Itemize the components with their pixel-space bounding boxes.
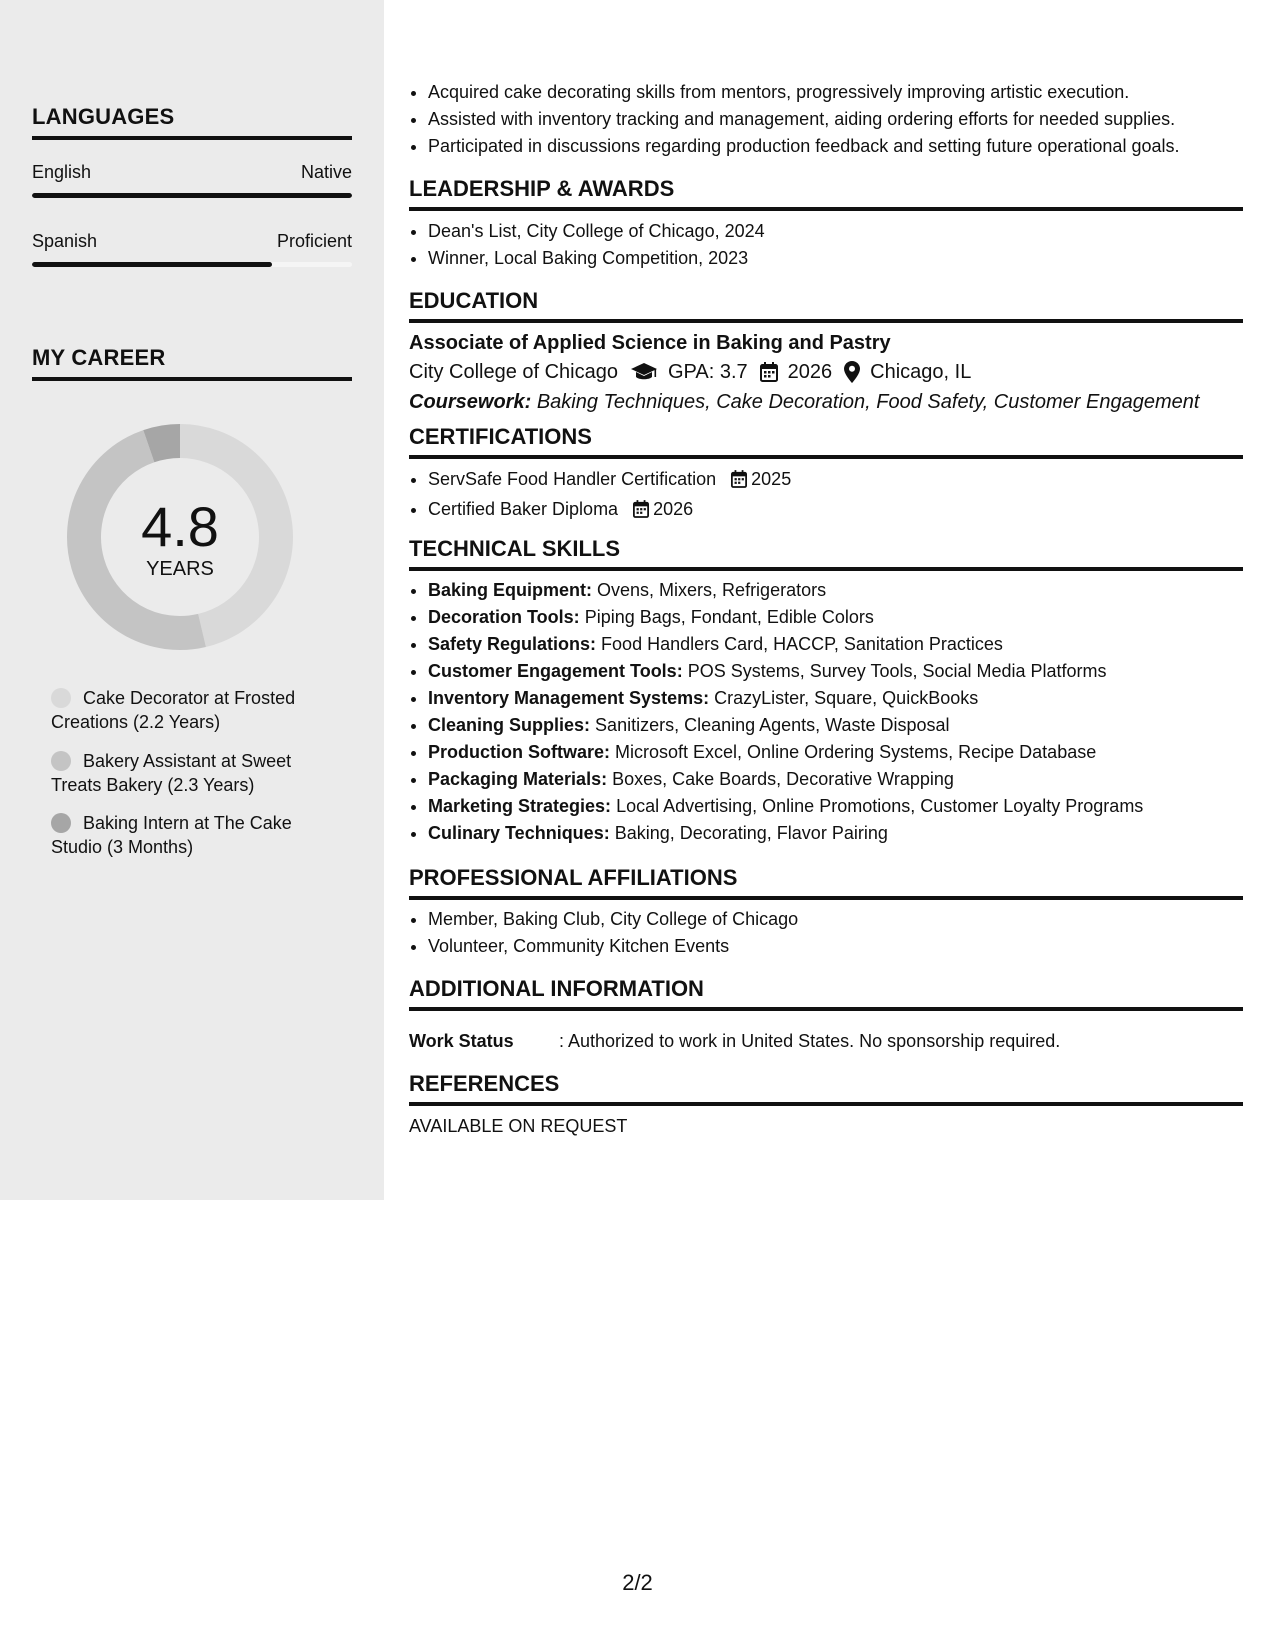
list-item: • Acquired cake decorating skills from mentors, progressively improving artistic execution. (428, 79, 1243, 106)
languages-heading: LANGUAGES (32, 104, 352, 140)
list-item: • Assisted with inventory tracking and management, aiding ordering efforts for needed supplies. (428, 106, 1243, 133)
certification-year: 2025 (751, 469, 792, 489)
language-level: Native (300, 162, 352, 182)
coursework-label: Coursework: (409, 391, 532, 413)
career-item (51, 811, 321, 859)
skill-value: CrazyLister, Square, QuickBooks (714, 688, 979, 708)
certifications-heading: CERTIFICATIONS (409, 424, 1243, 459)
list-item: • Participated in discussions regarding production feedback and setting future operational goals. (428, 133, 1243, 160)
education-gpa: GPA: 3.7 (668, 361, 748, 383)
work-status-value: : Authorized to work in United States. No sponsorship required. (559, 1031, 1061, 1051)
leadership-heading: LEADERSHIP & AWARDS (409, 176, 1243, 211)
career-heading: MY CAREER (32, 345, 352, 381)
work-status-row (409, 1031, 1243, 1052)
list-item (428, 658, 1243, 685)
language-bar-fill (32, 193, 352, 198)
calendar-icon (633, 499, 649, 526)
career-donut-center (65, 422, 295, 652)
list-item (428, 466, 1243, 496)
skill-value: Microsoft Excel, Online Ordering Systems, Recipe Database (615, 742, 1097, 762)
career-total-value: 4.8 (141, 494, 219, 558)
education-year: 2026 (787, 361, 833, 383)
skill-value: Food Handlers Card, HACCP, Sanitation Practices (601, 634, 1003, 654)
education-details (409, 357, 1243, 387)
skill-value: Boxes, Cake Boards, Decorative Wrapping (612, 769, 954, 789)
career-dot-icon (51, 813, 71, 833)
skill-value: Local Advertising, Online Promotions, Customer Loyalty Programs (616, 796, 1144, 816)
education-location: Chicago, IL (870, 361, 972, 383)
affiliations-list (409, 906, 1243, 960)
education-coursework (409, 387, 1243, 417)
skill-value: Piping Bags, Fondant, Edible Colors (584, 607, 874, 627)
skill-value: Baking, Decorating, Flavor Pairing (614, 823, 888, 843)
additional-heading: ADDITIONAL INFORMATION (409, 976, 1243, 1011)
certification-year: 2026 (653, 499, 694, 519)
language-row-english (32, 162, 352, 183)
language-bar-fill (32, 262, 272, 267)
list-item (428, 820, 1243, 847)
skill-value: Sanitizers, Cleaning Agents, Waste Disposal (595, 715, 950, 735)
career-donut-chart (65, 422, 295, 652)
sidebar (0, 0, 384, 1200)
skills-heading: TECHNICAL SKILLS (409, 536, 1243, 571)
list-item (428, 631, 1243, 658)
education-heading: EDUCATION (409, 288, 1243, 323)
skill-label: Customer Engagement Tools: (428, 661, 683, 681)
certification-name: Certified Baker Diploma (428, 499, 619, 519)
skill-label: Safety Regulations: (428, 634, 597, 654)
list-item (428, 766, 1243, 793)
list-item (428, 685, 1243, 712)
list-item (428, 604, 1243, 631)
calendar-icon (731, 469, 747, 496)
skill-label: Marketing Strategies: (428, 796, 612, 816)
coursework-text: Baking Techniques, Cake Decoration, Food Safety, Customer Engagement (536, 391, 1200, 413)
list-item (428, 496, 1243, 526)
work-status-label: Work Status (409, 1031, 514, 1051)
language-name: English (32, 162, 92, 182)
experience-bullets (409, 79, 1243, 160)
skill-label: Packaging Materials: (428, 769, 608, 789)
education-entry (409, 329, 1243, 417)
career-item (51, 749, 321, 797)
career-item (51, 686, 321, 734)
career-item-text: Bakery Assistant at Sweet Treats Bakery (2.3 Years) (51, 751, 292, 795)
education-school: City College of Chicago (409, 361, 618, 383)
skill-label: Cleaning Supplies: (428, 715, 591, 735)
skill-value: POS Systems, Survey Tools, Social Media Platforms (687, 661, 1107, 681)
career-dot-icon (51, 688, 71, 708)
language-row-spanish (32, 231, 352, 252)
career-item-text: Baking Intern at The Cake Studio (3 Months) (51, 813, 292, 857)
skills-list (409, 577, 1243, 847)
career-total-unit: YEARS (146, 557, 214, 580)
list-item (428, 739, 1243, 766)
skill-label: Baking Equipment: (428, 580, 593, 600)
list-item (428, 793, 1243, 820)
page-number: 2/2 (622, 1570, 653, 1595)
language-bar-spanish (32, 262, 352, 267)
career-dot-icon (51, 751, 71, 771)
skill-label: Inventory Management Systems: (428, 688, 710, 708)
list-item: • Member, Baking Club, City College of Chicago (428, 906, 1243, 933)
references-text: AVAILABLE ON REQUEST (409, 1116, 628, 1136)
language-name: Spanish (32, 231, 98, 251)
list-item: • Winner, Local Baking Competition, 2023 (428, 245, 1243, 272)
map-pin-icon (844, 361, 860, 383)
list-item (428, 577, 1243, 604)
references-heading: REFERENCES (409, 1071, 1243, 1106)
language-level: Proficient (276, 231, 352, 251)
certification-name: ServSafe Food Handler Certification (428, 469, 717, 489)
skill-label: Production Software: (428, 742, 611, 762)
list-item: • Dean's List, City College of Chicago, 2024 (428, 218, 1243, 245)
list-item: • Volunteer, Community Kitchen Events (428, 933, 1243, 960)
skill-value: Ovens, Mixers, Refrigerators (597, 580, 827, 600)
certifications-list (409, 466, 1243, 526)
career-item-text: Cake Decorator at Frosted Creations (2.2 Years) (51, 688, 296, 732)
language-bar-english (32, 193, 352, 198)
calendar-icon (760, 362, 778, 382)
skill-label: Culinary Techniques: (428, 823, 610, 843)
graduation-cap-icon (630, 362, 658, 382)
list-item (428, 712, 1243, 739)
skill-label: Decoration Tools: (428, 607, 580, 627)
leadership-list (409, 218, 1243, 272)
education-degree: Associate of Applied Science in Baking and Pastry (409, 332, 891, 354)
affiliations-heading: PROFESSIONAL AFFILIATIONS (409, 865, 1243, 900)
